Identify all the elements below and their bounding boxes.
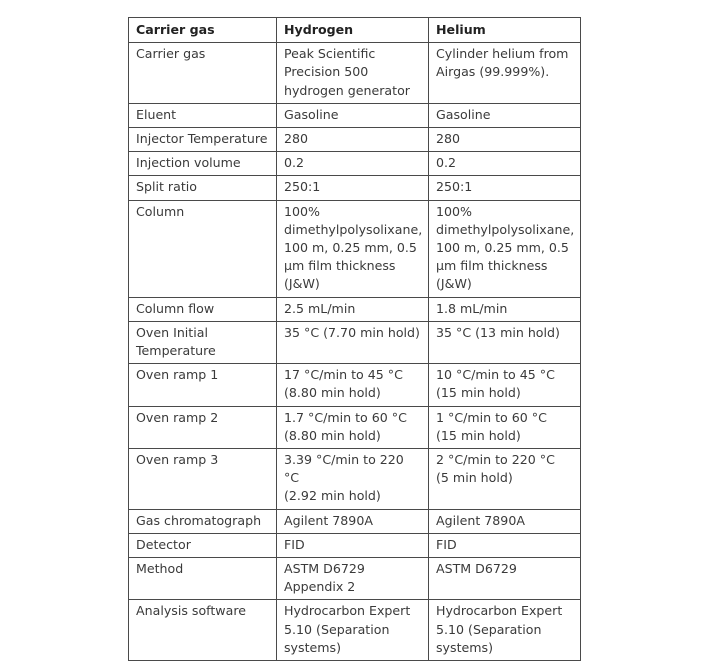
table-row xyxy=(129,43,581,104)
helium-value: ASTM D6729 xyxy=(429,558,581,600)
table-row xyxy=(129,406,581,448)
helium-value: 1.8 mL/min xyxy=(429,297,581,321)
table-row xyxy=(129,297,581,321)
hydrogen-value: ASTM D6729 Appendix 2 xyxy=(277,558,429,600)
header-hydrogen: Hydrogen xyxy=(277,18,429,43)
table-row xyxy=(129,152,581,176)
hydrogen-value: Gasoline xyxy=(277,103,429,127)
helium-value: Agilent 7890A xyxy=(429,509,581,533)
table-row xyxy=(129,600,581,661)
table-row xyxy=(129,509,581,533)
hydrogen-value: 0.2 xyxy=(277,152,429,176)
table-row xyxy=(129,128,581,152)
table-row xyxy=(129,321,581,363)
hydrogen-value: 35 °C (7.70 min hold) xyxy=(277,321,429,363)
row-label: Injector Temperature xyxy=(129,128,277,152)
hydrogen-value: 3.39 °C/min to 220 °C (2.92 min hold) xyxy=(277,449,429,510)
row-label: Oven ramp 2 xyxy=(129,406,277,448)
row-label: Oven Initial Temperature xyxy=(129,321,277,363)
gc-conditions-table xyxy=(128,17,581,661)
hydrogen-value: Hydrocarbon Expert 5.10 (Separation systems) xyxy=(277,600,429,661)
helium-value: Cylinder helium from Airgas (99.999%). xyxy=(429,43,581,104)
table-row xyxy=(129,103,581,127)
row-label: Gas chromatograph xyxy=(129,509,277,533)
hydrogen-value: Agilent 7890A xyxy=(277,509,429,533)
hydrogen-value: FID xyxy=(277,533,429,557)
helium-value: 250:1 xyxy=(429,176,581,200)
table-row xyxy=(129,200,581,297)
table-row xyxy=(129,533,581,557)
helium-value: FID xyxy=(429,533,581,557)
hydrogen-value: 2.5 mL/min xyxy=(277,297,429,321)
helium-value: 35 °C (13 min hold) xyxy=(429,321,581,363)
row-label: Split ratio xyxy=(129,176,277,200)
header-helium: Helium xyxy=(429,18,581,43)
row-label: Method xyxy=(129,558,277,600)
row-label: Column xyxy=(129,200,277,297)
hydrogen-value: 17 °C/min to 45 °C (8.80 min hold) xyxy=(277,364,429,406)
row-label: Oven ramp 3 xyxy=(129,449,277,510)
helium-value: 280 xyxy=(429,128,581,152)
helium-value: Hydrocarbon Expert 5.10 (Separation systems) xyxy=(429,600,581,661)
row-label: Column flow xyxy=(129,297,277,321)
helium-value: 1 °C/min to 60 °C (15 min hold) xyxy=(429,406,581,448)
table-row xyxy=(129,449,581,510)
table-row xyxy=(129,364,581,406)
helium-value: Gasoline xyxy=(429,103,581,127)
header-parameter: Carrier gas xyxy=(129,18,277,43)
hydrogen-value: 250:1 xyxy=(277,176,429,200)
row-label: Oven ramp 1 xyxy=(129,364,277,406)
row-label: Eluent xyxy=(129,103,277,127)
row-label: Detector xyxy=(129,533,277,557)
helium-value: 10 °C/min to 45 °C (15 min hold) xyxy=(429,364,581,406)
hydrogen-value: 280 xyxy=(277,128,429,152)
helium-value: 100% dimethylpolysolixane, 100 m, 0.25 mm, 0.5 µm film thickness (J&W) xyxy=(429,200,581,297)
table-row xyxy=(129,176,581,200)
row-label: Injection volume xyxy=(129,152,277,176)
hydrogen-value: 100% dimethylpolysolixane, 100 m, 0.25 mm, 0.5 µm film thickness (J&W) xyxy=(277,200,429,297)
hydrogen-value: 1.7 °C/min to 60 °C (8.80 min hold) xyxy=(277,406,429,448)
helium-value: 0.2 xyxy=(429,152,581,176)
hydrogen-value: Peak Scientific Precision 500 hydrogen generator xyxy=(277,43,429,104)
row-label: Carrier gas xyxy=(129,43,277,104)
table-row xyxy=(129,558,581,600)
row-label: Analysis software xyxy=(129,600,277,661)
header-row xyxy=(129,18,581,43)
helium-value: 2 °C/min to 220 °C (5 min hold) xyxy=(429,449,581,510)
